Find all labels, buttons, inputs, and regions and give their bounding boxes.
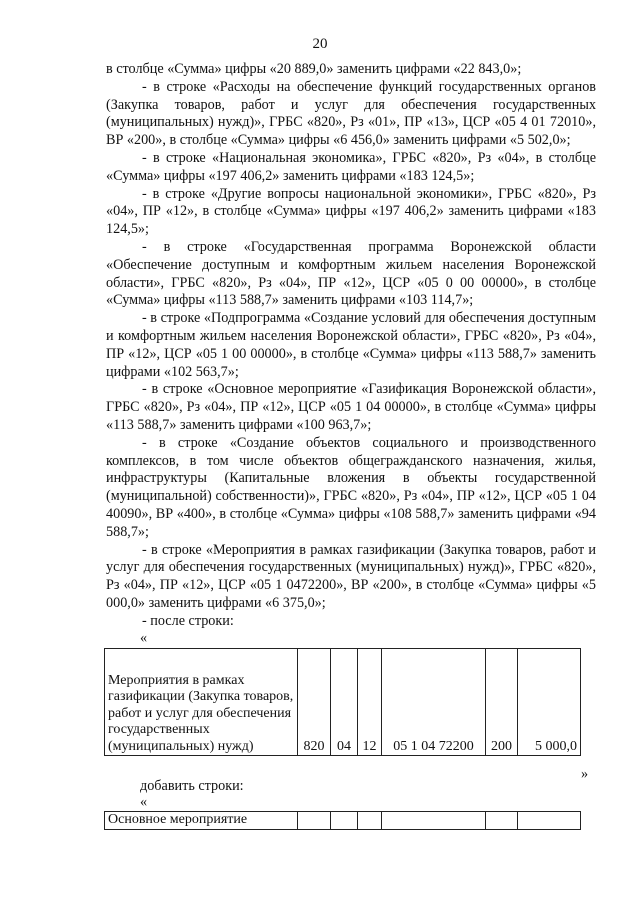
table-row bbox=[105, 812, 581, 830]
paragraph-7: - в строке «Создание объектов социального и производственного комплексов, в том числе объектов общегражданского назначения, жилья, инфраструктуры (Капитальные вложения в объекты государственной (муниципальной) собственности)», ГРБС «820», Рз «04», ПР «12», ЦСР «05 1 04 40090», ВР «400», в столбце «Сумма» цифры «108 588,7» заменить цифрами «94 588,7»; bbox=[106, 434, 596, 540]
cell-sum bbox=[518, 812, 581, 830]
cell-name: Основное мероприятие bbox=[105, 812, 298, 830]
cell-pr: 12 bbox=[358, 649, 382, 756]
paragraph-8: - в строке «Мероприятия в рамках газификации (Закупка товаров, работ и услуг для обеспечения государственных (муниципальных) нужд)», ГРБС «820», Рз «04», ПР «12», ЦСР «05 1 0472200», ВР «200», в столбце «Сумма» цифры «5 000,0» заменить цифрами «6 375,0»; bbox=[106, 541, 596, 611]
opening-quote-1: « bbox=[140, 630, 148, 646]
paragraph-5: - в строке «Подпрограмма «Создание условий для обеспечения доступным и комфортным жильем населения Воронежской области», ГРБС «820», Рз «04», ПР «12», ЦСР «05 1 00 00000», в столбце «Сумма» цифры «113 588,7» заменить цифрами «102 563,7»; bbox=[106, 310, 596, 380]
paragraph-2: - в строке «Национальная экономика», ГРБС «820», Рз «04», в столбце «Сумма» цифры «197 406,2» заменить цифрами «183 124,5»; bbox=[106, 149, 596, 184]
cell-sum: 5 000,0 bbox=[518, 649, 581, 756]
add-rows-label: добавить строки: bbox=[140, 778, 244, 794]
document-body bbox=[106, 61, 596, 631]
cell-grbs bbox=[298, 812, 331, 830]
cell-pr bbox=[358, 812, 382, 830]
closing-quote: » bbox=[581, 766, 589, 782]
cell-vr: 200 bbox=[486, 649, 518, 756]
budget-table-new-rows bbox=[104, 811, 581, 830]
cell-csr bbox=[382, 812, 486, 830]
cell-name: Мероприятия в рамках газификации (Закупка товаров, работ и услуг для обеспечения государственных (муниципальных) нужд) bbox=[105, 649, 298, 756]
table-row bbox=[105, 649, 581, 756]
page-number: 20 bbox=[312, 36, 328, 52]
cell-vr bbox=[486, 812, 518, 830]
opening-quote-2: « bbox=[140, 794, 148, 810]
paragraph-3: - в строке «Другие вопросы национальной экономики», ГРБС «820», Рз «04», ПР «12», в столбце «Сумма» цифры «197 406,2» заменить цифрами «183 124,5»; bbox=[106, 185, 596, 238]
cell-csr: 05 1 04 72200 bbox=[382, 649, 486, 756]
paragraph-9: - после строки: bbox=[142, 612, 234, 629]
budget-table-existing-row bbox=[104, 648, 581, 756]
cell-rz bbox=[331, 812, 358, 830]
paragraph-1: - в строке «Расходы на обеспечение функций государственных органов (Закупка товаров, работ и услуг для обеспечения государственных (муниципальных) нужд)», ГРБС «820», Рз «01», ПР «13», ЦСР «05 4 01 72010», ВР «200», в столбце «Сумма» цифры «6 456,0» заменить цифрами «5 502,0»; bbox=[106, 78, 596, 149]
cell-rz: 04 bbox=[331, 649, 358, 756]
paragraph-0: в столбце «Сумма» цифры «20 889,0» заменить цифрами «22 843,0»; bbox=[106, 61, 522, 77]
cell-grbs: 820 bbox=[298, 649, 331, 756]
paragraph-4: - в строке «Государственная программа Воронежской области «Обеспечение доступным и комфортным жильем населения Воронежской области», ГРБС «820», Рз «04», ПР «12», ЦСР «05 0 00 00000», в столбце «Сумма» цифры «113 588,7» заменить цифрами «103 114,7»; bbox=[106, 238, 596, 309]
paragraph-6: - в строке «Основное мероприятие «Газификация Воронежской области», ГРБС «820», Рз «04», ПР «12», ЦСР «05 1 04 00000», в столбце «Сумма» цифры «113 588,7» заменить цифрами «100 963,7»; bbox=[106, 381, 596, 433]
